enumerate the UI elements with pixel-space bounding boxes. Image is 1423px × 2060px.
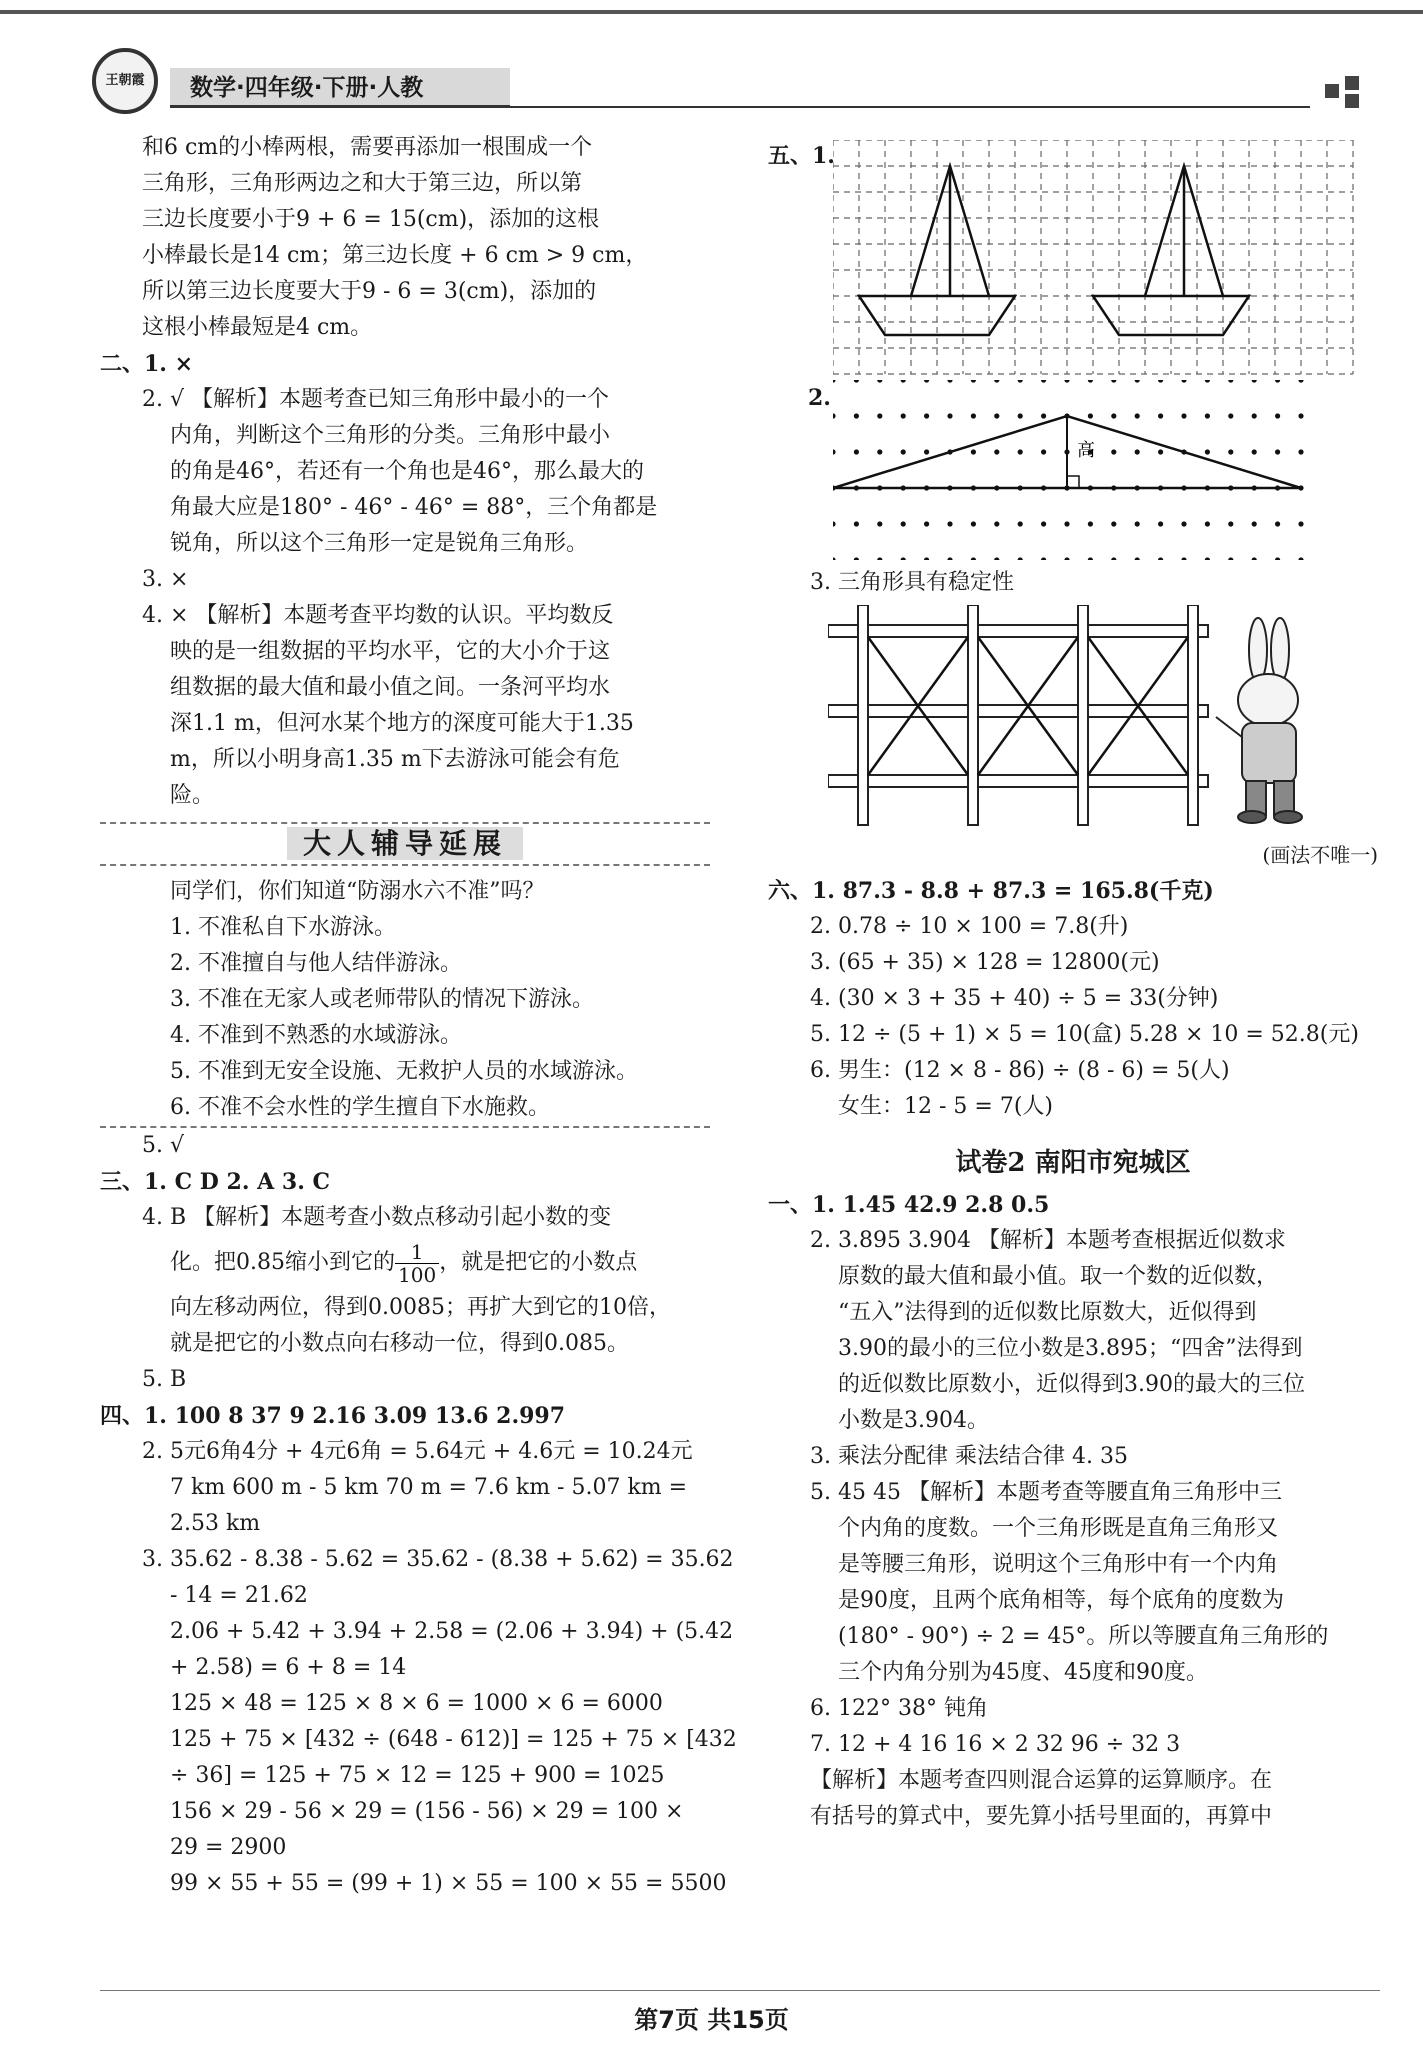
page-number: 第7页 共15页 [634,2006,789,2034]
text-line: 小棒最长是14 cm；第三边长度 + 6 cm > 9 cm， [142,243,648,268]
corner-square-icon [1345,94,1359,108]
fraction-denominator: 100 [398,1262,437,1287]
grid-dot [924,521,929,526]
text-line: - 14 = 21.62 [170,1583,308,1608]
grid-dot [1041,380,1046,383]
grid-dot [994,557,999,560]
dot-grid [833,380,1304,560]
box-line: 6. 不准不会水性的学生擅自下水施救。 [100,1090,710,1128]
text-line: 156 × 29 - 56 × 29 = (156 - 56) × 29 = 100 × [170,1799,684,1824]
answer-line: 6. 男生：(12 × 8 - 86) ÷ (8 - 6) = 5(人) [810,1058,1230,1083]
text-line: 这根小棒最短是4 cm。 [142,315,373,340]
grid-dot [1064,557,1069,560]
grid-dot [1135,449,1140,454]
grid-dot [1064,380,1069,383]
answer-line: 3. × [142,567,189,592]
grid-dot [1252,449,1257,454]
header-rule [510,106,1310,108]
text-line: 【解析】本题考查四则混合运算的运算顺序。在 [810,1768,1273,1793]
text-line: m，所以小明身高1.35 m下去游泳可能会有危 [170,747,620,772]
box-line: 1. 不准私自下水游泳。 [170,915,396,940]
text-line: 个内角的度数。一个三角形既是直角三角形又 [838,1516,1279,1541]
text-line: 组数据的最大值和最小值之间。一条河平均水 [170,675,611,700]
section-title: 试卷2 南阳市宛城区 [955,1148,1191,1178]
answer-line: 6. 122° 38° 钝角 [810,1696,988,1721]
grid-dot [854,557,859,560]
text-line: 映的是一组数据的平均水平，它的大小介于这 [170,639,611,664]
grid-lines [833,140,1353,374]
grid-dot [901,557,906,560]
grid-dot [1298,521,1303,526]
grid-dot [1181,413,1186,418]
grid-dot [901,413,906,418]
sailboat-grid [833,140,1363,380]
box-line: 3. 不准在无家人或老师带队的情况下游泳。 [170,987,594,1012]
grid-dot [854,449,859,454]
note: (画法不唯一) [1262,843,1378,867]
grid-dot [833,449,836,454]
grid-dot [1018,380,1023,383]
grid-dot [877,380,882,383]
grid-dot [1088,413,1093,418]
text-line: 角最大应是180° - 46° - 46° = 88°，三个角都是 [170,495,658,520]
box-title-text: 大人辅导延展 [287,827,523,860]
grid-dot [1252,380,1257,383]
grid-dot [1252,521,1257,526]
grid-dot [1111,449,1116,454]
question-number: 五、1. [768,143,835,169]
grid-dot [1205,557,1210,560]
grid-dot [971,557,976,560]
answer-line: 2. 0.78 ÷ 10 × 100 = 7.8(升) [810,914,1129,939]
text-line: 的角是46°，若还有一个角也是46°，那么最大的 [170,459,644,484]
grid-dot [1228,413,1233,418]
grid-dot [1041,521,1046,526]
grid-dot [1111,413,1116,418]
grid-dot [1228,521,1233,526]
grid-dot [854,521,859,526]
answer-line: 一、1. 1.45 42.9 2.8 0.5 [768,1192,1050,1218]
grid-dot [1111,557,1116,560]
text-line: 三边长度要小于9 + 6 = 15(cm)，添加的这根 [142,207,600,232]
grid-dot [1018,413,1023,418]
grid-dot [833,413,836,418]
text-line: “五入”法得到的近似数比原数大，近似得到 [838,1300,1257,1325]
grid-dot [947,380,952,383]
grid-dot [1205,380,1210,383]
grid-dot [924,557,929,560]
grid-dot [1135,380,1140,383]
grid-dot [1158,521,1163,526]
grid-dot [1018,557,1023,560]
text-line: ÷ 36] = 125 + 75 × 12 = 125 + 900 = 1025 [170,1763,665,1788]
grid-dot [994,521,999,526]
grid-dot [1135,557,1140,560]
fraction-numerator: 1 [395,1241,439,1264]
text-line: 3.90的最小的三位小数是3.895；“四舍”法得到 [838,1336,1303,1361]
grid-dot [1298,449,1303,454]
grid-dot [1158,413,1163,418]
grid-dot [1252,413,1257,418]
grid-dot [1088,380,1093,383]
grid-dot [1135,413,1140,418]
grid-dot [1064,521,1069,526]
answer-line: 5. 12 ÷ (5 + 1) × 5 = 10(盒) 5.28 × 10 = 52.8(元) [810,1022,1359,1047]
answer-line: 3. 乘法分配律 乘法结合律 4. 35 [810,1444,1128,1469]
grid-dot [1275,557,1280,560]
grid-dot [1135,521,1140,526]
grid-dot [901,380,906,383]
grid-dot [1018,449,1023,454]
grid-dot [1158,380,1163,383]
text-line: 和6 cm的小棒两根，需要再添加一根围成一个 [142,135,593,160]
text-line: 是等腰三角形，说明这个三角形中有一个内角 [838,1552,1279,1577]
corner-square-icon [1345,76,1359,90]
text-line: 女生：12 - 5 = 7(人) [838,1094,1053,1119]
left-column [100,130,737,1902]
answer-line: 二、1. × [100,351,194,377]
text-line: 锐角，所以这个三角形一定是锐角三角形。 [170,531,589,556]
text-line: 险。 [170,783,215,808]
grid-dot [1158,557,1163,560]
grid-dot [1252,557,1257,560]
answer-line: 四、1. 100 8 37 9 2.16 3.09 13.6 2.997 [100,1403,566,1429]
grid-dot [1275,413,1280,418]
text-line: 125 × 48 = 125 × 8 × 6 = 1000 × 6 = 6000 [170,1691,663,1716]
page-header [0,0,1423,120]
grid-dot [971,413,976,418]
answer-line: 2. 5元6角4分 + 4元6角 = 5.64元 + 4.6元 = 10.24元 [142,1439,693,1464]
grid-dot [1181,521,1186,526]
top-rule [0,10,1423,14]
text-line: 所以第三边长度要大于9 - 6 = 3(cm)，添加的 [142,279,597,304]
text-line: 原数的最大值和最小值。取一个数的近似数， [838,1264,1279,1289]
box-line: 2. 不准擅自与他人结伴游泳。 [170,951,462,976]
text-segment: ，就是把它的小数点 [439,1250,638,1275]
figure-sailboats [768,130,1378,380]
grid-dot [947,413,952,418]
answer-line: 7. 12 + 4 16 16 × 2 32 96 ÷ 32 3 [810,1732,1181,1757]
text-line: 29 = 2900 [170,1835,287,1860]
grid-dot [971,449,976,454]
grid-dot [1275,449,1280,454]
figure-fence [768,601,1378,837]
book-title: 数学·四年级·下册·人教 [170,68,510,108]
answer-line: 4. B 【解析】本题考查小数点移动引起小数的变 [142,1205,612,1230]
text-line: 小数是3.904。 [838,1408,989,1433]
right-column [768,130,1378,1835]
grid-dot [994,380,999,383]
grid-dot [924,449,929,454]
grid-dot [1018,521,1023,526]
grid-dot [1205,413,1210,418]
grid-dot [971,521,976,526]
text-line: 是90度，且两个底角相等，每个底角的度数为 [838,1588,1284,1613]
answer-line: 5. √ [142,1133,185,1158]
text-line: 7 km 600 m - 5 km 70 m = 7.6 km - 5.07 km = [170,1475,688,1500]
text-line: 99 × 55 + 55 = (99 + 1) × 55 = 100 × 55 = 5500 [170,1871,727,1896]
grid-dot [901,449,906,454]
grid-dot [1228,449,1233,454]
answer-line: 2. √ 【解析】本题考查已知三角形中最小的一个 [142,387,609,412]
text-line: 125 + 75 × [432 ÷ (648 - 612)] = 125 + 75 × [432 [170,1727,737,1752]
height-label: 高 [1077,440,1095,461]
grid-dot [994,449,999,454]
text-line: 向左移动两位，得到0.0085；再扩大到它的10倍， [170,1295,671,1320]
box-title [100,822,710,866]
grid-dot [1205,521,1210,526]
grid-dot [1158,449,1163,454]
box-line: 4. 不准到不熟悉的水域游泳。 [170,1023,462,1048]
text-line: 就是把它的小数点向右移动一位，得到0.085。 [170,1331,629,1356]
grid-dot [1228,380,1233,383]
answer-line: 三、1. C D 2. A 3. C [100,1169,331,1195]
text-segment: 化。把0.85缩小到它的 [170,1250,395,1275]
answer-line: 六、1. 87.3 - 8.8 + 87.3 = 165.8(千克) [768,878,1214,904]
grid-dot [1275,521,1280,526]
publisher-logo: 王朝霞 [92,48,158,114]
grid-dot [947,557,952,560]
grid-dot [1228,557,1233,560]
grid-dot [1205,449,1210,454]
grid-dot [1088,557,1093,560]
dot-grid-triangle [833,380,1363,560]
text-line: 有括号的算式中，要先算小括号里面的，再算中 [810,1804,1273,1829]
answer-line: 2. 3.895 3.904 【解析】本题考查根据近似数求 [810,1228,1286,1253]
grid-dot [901,521,906,526]
grid-dot [1181,557,1186,560]
answer-line: 3. (65 + 35) × 128 = 12800(元) [810,950,1160,975]
grid-dot [1111,521,1116,526]
fence-drawing [828,605,1388,835]
figure-dot-triangle [768,380,1378,565]
fraction [395,1241,439,1286]
grid-dot [1041,449,1046,454]
text-line: 内角，判断这个三角形的分类。三角形中最小 [170,423,611,448]
answer-line: 5. B [142,1367,187,1392]
grid-dot [994,413,999,418]
fraction-line [100,1236,710,1290]
grid-dot [1088,521,1093,526]
corner-square-icon [1325,84,1339,98]
grid-dot [877,557,882,560]
grid-dot [854,413,859,418]
grid-dot [833,521,836,526]
text-line: 2.06 + 5.42 + 3.94 + 2.58 = (2.06 + 3.94) + (5.42 [170,1619,734,1644]
grid-dot [1181,380,1186,383]
grid-dot [854,380,859,383]
grid-dot [1298,557,1303,560]
text-line: 三个内角分别为45度、45度和90度。 [838,1660,1208,1685]
rabbit-illustration [1216,618,1302,823]
grid-dot [1298,380,1303,383]
answer-line: 5. 45 45 【解析】本题考查等腰直角三角形中三 [810,1480,1282,1505]
grid-dot [1041,413,1046,418]
grid-dot [877,449,882,454]
grid-dot [877,521,882,526]
footer-rule [100,1990,1380,1991]
grid-dot [1111,380,1116,383]
grid-dot [1041,557,1046,560]
text-line: 三角形，三角形两边之和大于第三边，所以第 [142,171,583,196]
grid-dot [924,380,929,383]
text-line: + 2.58) = 6 + 8 = 14 [170,1655,407,1680]
box-line: 同学们，你们知道“防溺水六不准”吗？ [170,879,545,904]
grid-dot [1298,413,1303,418]
box-line: 5. 不准到无安全设施、无救护人员的水域游泳。 [170,1059,638,1084]
answer-line: 4. (30 × 3 + 35 + 40) ÷ 5 = 33(分钟) [810,986,1219,1011]
grid-dot [877,413,882,418]
grid-dot [924,413,929,418]
answer-line: 3. 35.62 - 8.38 - 5.62 = 35.62 - (8.38 + 5.62) = 35.62 [142,1547,734,1572]
text-line: 2.53 km [170,1511,261,1536]
answer-line: 3. 三角形具有稳定性 [810,570,1014,595]
answer-line: 4. × 【解析】本题考查平均数的认识。平均数反 [142,603,614,628]
grid-dot [833,557,836,560]
grid-dot [971,380,976,383]
text-line: 的近似数比原数小，近似得到3.90的最大的三位 [838,1372,1305,1397]
question-number: 2. [808,385,831,411]
grid-dot [1275,380,1280,383]
fence-rails [828,625,1208,787]
grid-dot [833,380,836,383]
text-line: (180° - 90°) ÷ 2 = 45°。所以等腰直角三角形的 [838,1624,1329,1649]
grid-dot [947,521,952,526]
text-line: 深1.1 m，但河水某个地方的深度可能大于1.35 [170,711,634,736]
